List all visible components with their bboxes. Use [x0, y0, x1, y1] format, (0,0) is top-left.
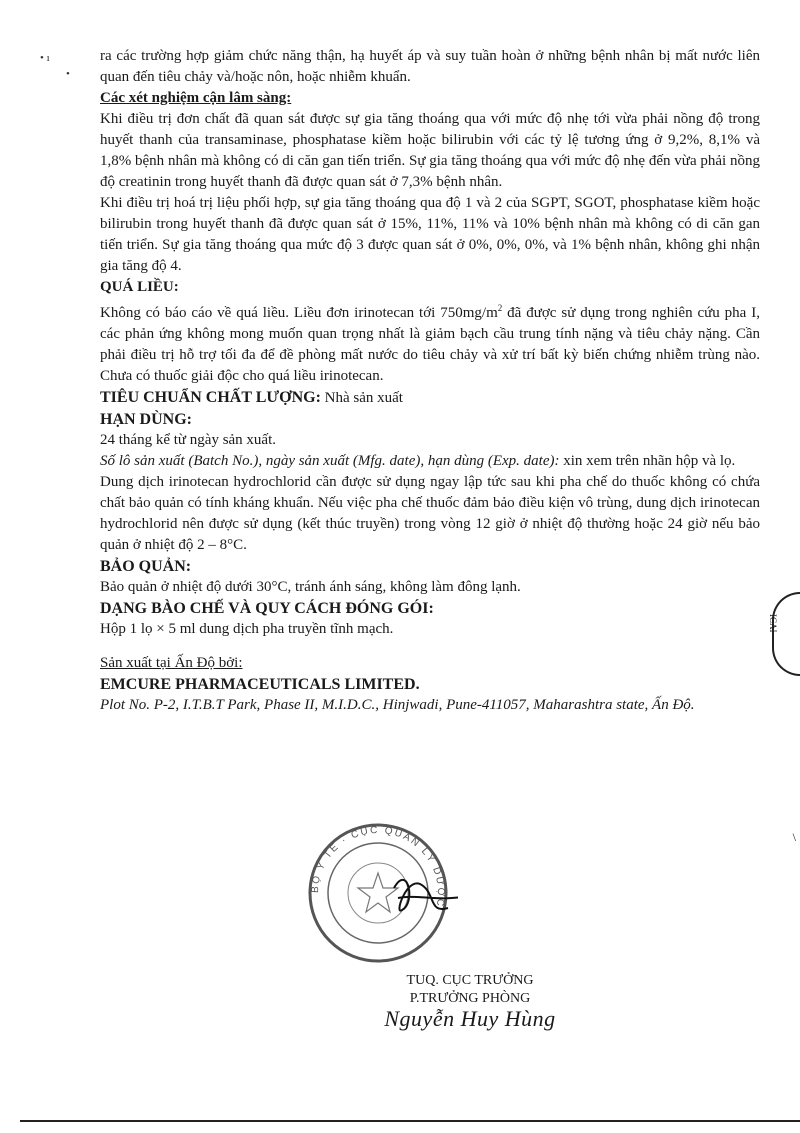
heading-dosage-form: DẠNG BÀO CHẾ VÀ QUY CÁCH ĐÓNG GÓI:	[100, 600, 434, 617]
heading-quality: TIÊU CHUẨN CHẤT LƯỢNG:	[100, 389, 321, 406]
signatory-title-2: P.TRƯỞNG PHÒNG	[409, 991, 531, 1006]
paragraph-overdose: Không có báo cáo về quá liều. Liều đơn irinotecan tới $750mg/m^2$ đã được sử dụng trong nghiên cứu pha I, các phản ứng không mong muốn quan trọng nhất là giảm bạch cầu trung tính nặng và tiêu chảy nặng. Cần phải điều trị hỗ trợ tối đa để đề phòng mất nước do tiêu chảy và xử trí bất kỳ biến chứng nhiễm trùng nào. Chưa có thuốc giải độc cho quá liều irinotecan.	[100, 303, 760, 384]
scan-mark: •	[66, 68, 70, 80]
paragraph-lab-monotherapy: Khi điều trị đơn chất đã quan sát được sự gia tăng thoáng qua với mức độ nhẹ tới vừa phải nồng độ trong huyết thanh của transaminase, phosphatase kiềm hoặc bilirubin với các tỷ lệ tương ứng ở 9,2%, 8,1% và 1,8% bệnh nhân mà không có di căn gan tiến triển. Sự gia tăng thoáng qua với mức độ nhẹ đến vừa phải nồng độ creatinin trong huyết thanh đã được quan sát ở 7,3% bệnh nhân.	[100, 111, 760, 190]
heading-overdose: QUÁ LIỀU:	[100, 279, 179, 295]
quality-standard-line	[100, 387, 760, 409]
body-text	[100, 46, 760, 716]
bottom-rule	[20, 1120, 800, 1122]
margin-stamp: ICAI	[772, 592, 800, 676]
quality-value: Nhà sản xuất	[320, 390, 403, 406]
heading-lab-tests: Các xét nghiệm cận lâm sàng:	[100, 90, 292, 106]
manufacturer-name: EMCURE PHARMACEUTICALS LIMITED.	[100, 676, 420, 693]
paragraph-shelf-life: 24 tháng kể từ ngày sản xuất.	[100, 432, 277, 448]
paragraph-lab-combination: Khi điều trị hoá trị liệu phối hợp, sự gia tăng thoáng qua độ 1 và 2 của SGPT, SGOT, phosphatase kiềm hoặc bilirubin trong huyết thanh đã được quan sát ở 15%, 11%, 11% và 10% bệnh nhân mà không có di căn gan tiến triển. Sự gia tăng thoáng qua mức độ 3 được quan sát ở 0%, 0%, 0%, và 1% bệnh nhân, không ghi nhận gia tăng độ 4.	[100, 195, 760, 274]
signature-block	[360, 972, 580, 1031]
manufacturer-address: Plot No. P-2, I.T.B.T Park, Phase II, M.I.D.C., Hinjwadi, Pune-411057, Maharashtra state, Ấn Độ.	[100, 697, 695, 713]
scan-mark: • ı	[40, 52, 50, 64]
manufacturer-label: Sản xuất tại Ấn Độ bởi:	[100, 655, 243, 671]
scan-mark: \	[792, 830, 796, 844]
official-seal	[298, 818, 458, 968]
signatory-title-1: TUQ. CỤC TRƯỞNG	[406, 973, 534, 988]
paragraph-storage: Bảo quản ở nhiệt độ dưới 30°C, tránh ánh sáng, không làm đông lạnh.	[100, 579, 521, 595]
paragraph-batch-info: Số lô sản xuất (Batch No.), ngày sản xuất (Mfg. date), hạn dùng (Exp. date): xin xem trên nhãn hộp và lọ.	[100, 453, 736, 469]
paragraph-dosage-form: Hộp 1 lọ × 5 ml dung dịch pha truyền tĩnh mạch.	[100, 621, 394, 637]
heading-expiry: HẠN DÙNG:	[100, 411, 192, 428]
signatory-name: Nguyễn Huy Hùng	[384, 1006, 556, 1031]
svg-text:BỘ Y TẾ · CỤC QUẢN LÝ DƯỢC: BỘ Y TẾ · CỤC QUẢN LÝ DƯỢC	[309, 824, 447, 909]
paragraph-renal: ra các trường hợp giảm chức năng thận, hạ huyết áp và suy tuần hoàn ở những bệnh nhân bị mất nước liên quan đến tiêu chảy và/hoặc nôn, hoặc nhiễm khuẩn.	[100, 48, 760, 85]
heading-storage: BẢO QUẢN:	[100, 558, 192, 575]
paragraph-reconstitution: Dung dịch irinotecan hydrochlorid cần được sử dụng ngay lập tức sau khi pha chế do thuốc không có chứa chất bảo quản có tính kháng khuẩn. Nếu việc pha chế thuốc đảm bảo điều kiện vô trùng, dung dịch irinotecan hydrochlorid nên được sử dụng (kết thúc truyền) trong vòng 12 giờ ở nhiệt độ thường hoặc 24 giờ nếu bảo quản ở nhiệt độ 2 – 8°C.	[100, 474, 760, 553]
